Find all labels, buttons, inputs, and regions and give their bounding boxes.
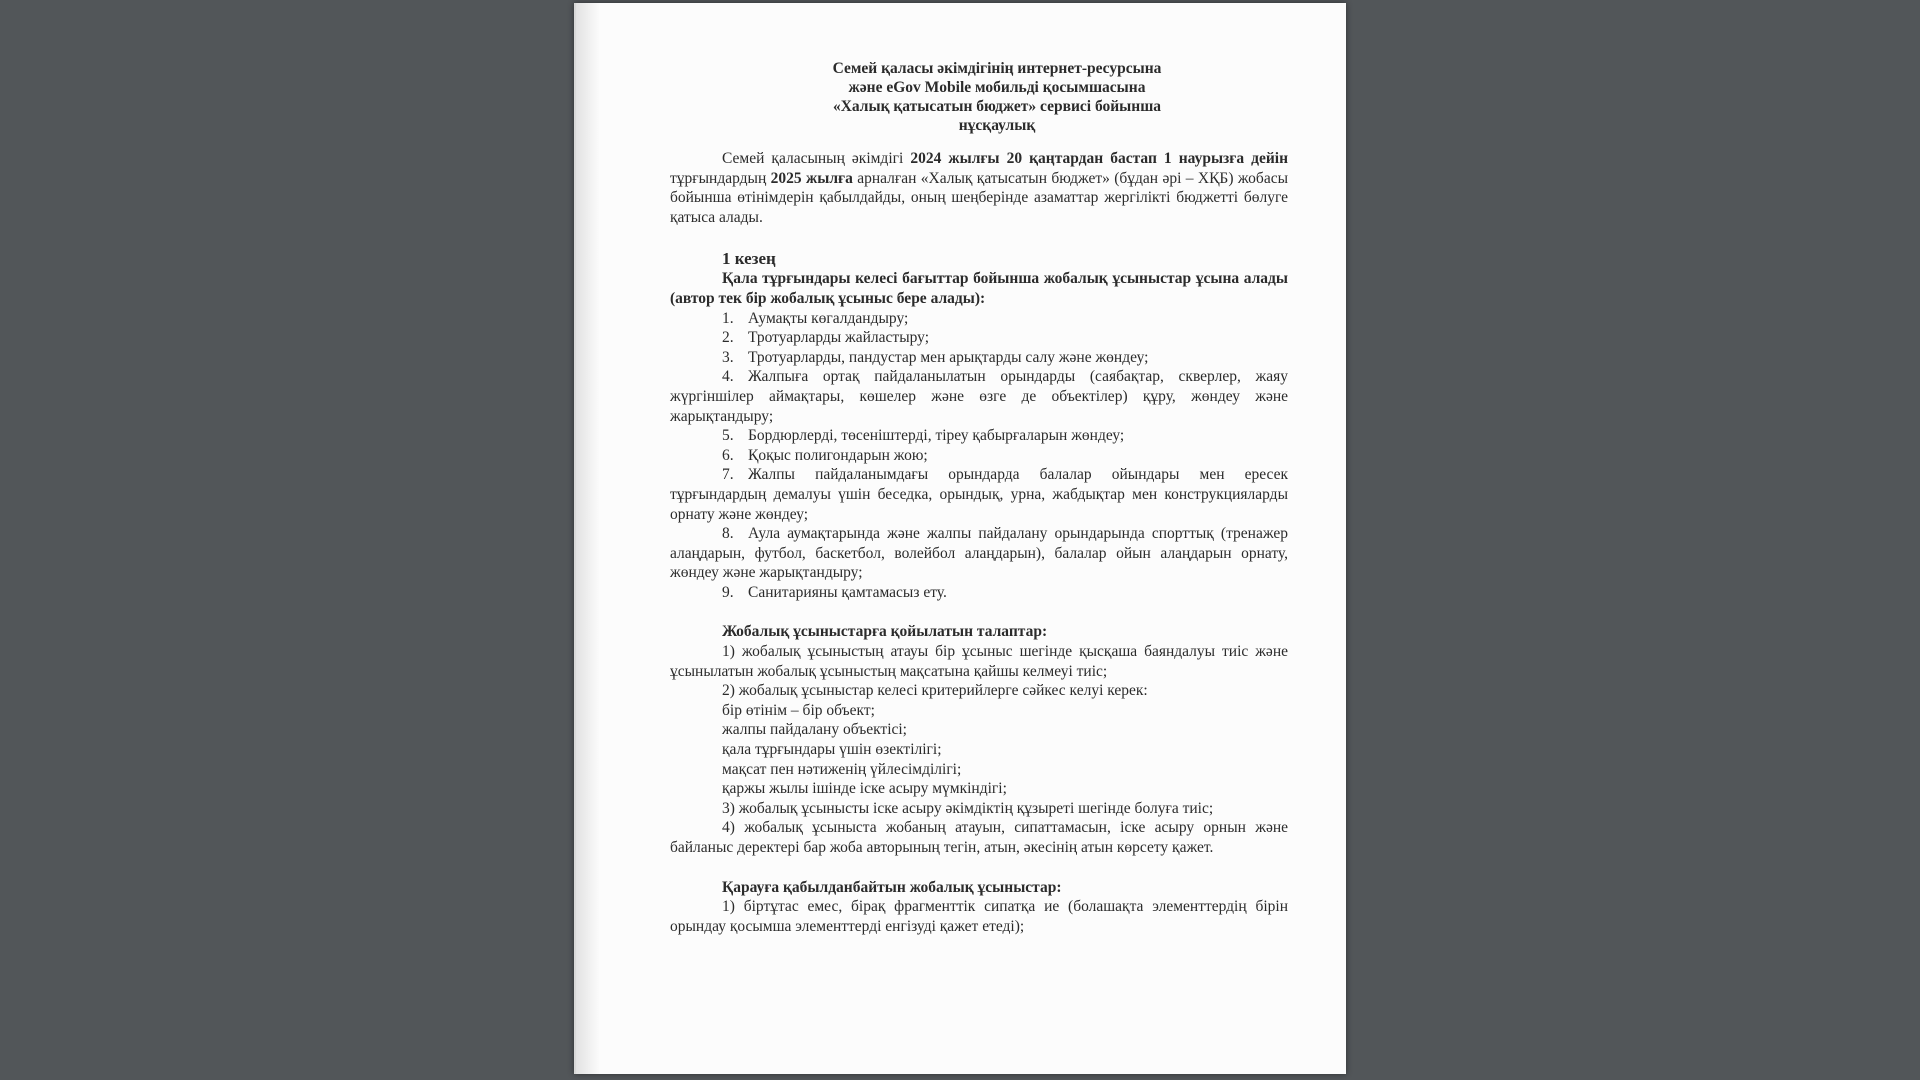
- criteria-item: қаржы жылы ішінде іске асыру мүмкіндігі;: [722, 780, 1007, 798]
- title-line: және eGov Mobile мобильді қосымшасына: [848, 79, 1146, 96]
- list-item: 9. Санитарияны қамтамасыз ету.: [722, 583, 947, 601]
- intro-text: тұрғындардың: [670, 169, 771, 187]
- list-item: 5. Бордюрлерді, төсеніштерді, тіреу қабырғаларын жөндеу;: [722, 427, 1125, 445]
- requirements-heading: Жобалық ұсыныстарға қойылатын талаптар:: [722, 623, 1048, 641]
- requirement-item: 4) жобалық ұсыныста жобаның атауын, сипаттамасын, іске асыру орнын және байланыс деректері бар жоба авторының тегін, атын, әкесінің атын көрсету қажет.: [670, 819, 1288, 856]
- requirement-item: 2) жобалық ұсыныстар келесі критерийлерге сәйкес келуі керек:: [722, 682, 1148, 700]
- list-item: 2. Тротуарларды жайластыру;: [722, 329, 930, 347]
- list-item: 6. Қоқыс полигондарын жою;: [722, 446, 928, 464]
- rejected-heading: Қарауға қабылданбайтын жобалық ұсыныстар:: [722, 878, 1062, 896]
- directions-list: [670, 309, 1288, 603]
- criteria-item: бір өтінім – бір объект;: [722, 701, 875, 719]
- title-line: Семей қаласы әкімдігінің интернет-ресурсына: [832, 60, 1162, 77]
- list-item: 8. Аула аумақтарында және жалпы пайдалану орындарында спорттық (тренажер алаңдарын, футбол, баскетбол, волейбол алаңдарын), балалар ойын алаңдарын орнату, жөндеу және жарықтандыру;: [670, 525, 1288, 582]
- document-title: [706, 59, 1288, 135]
- list-item: 7. Жалпы пайдаланымдағы орындарда балалар ойындары мен ересек тұрғындардың демалуы үшін беседка, орындық, урна, жабдықтар мен конструкцияларды орнату және жөндеу;: [670, 466, 1288, 523]
- intro-paragraph: [670, 149, 1288, 227]
- title-line: «Халық қатысатын бюджет» сервисі бойынша: [832, 98, 1162, 115]
- intro-text: Семей қаласының әкімдігі: [722, 150, 911, 167]
- document-page: [574, 3, 1346, 1074]
- stage-heading: 1 кезең: [722, 249, 776, 269]
- list-item: 3. Тротуарларды, пандустар мен арықтарды салу және жөндеу;: [722, 348, 1149, 366]
- intro-year: 2025 жылға: [770, 169, 853, 187]
- criteria-item: қала тұрғындары үшін өзектілігі;: [722, 741, 942, 759]
- requirement-item: 3) жобалық ұсынысты іске асыру әкімдіктің құзыреті шегінде болуға тиіс;: [722, 799, 1214, 817]
- title-line: нұсқаулық: [958, 117, 1036, 134]
- intro-dates: 2024 жылғы 20 қаңтардан бастап 1 наурызға дейін: [910, 150, 1288, 167]
- criteria-item: мақсат пен нәтиженің үйлесімділігі;: [722, 760, 962, 778]
- stage-subtitle: Қала тұрғындары келесі бағыттар бойынша жобалық ұсыныстар ұсына алады (автор тек бір жобалық ұсыныс бере алады):: [670, 270, 1288, 307]
- requirement-item: 1) жобалық ұсыныстың атауы бір ұсыныс шегінде қысқаша баяндалуы тиіс және ұсынылатын жобалық ұсыныстың мақсатына қайшы келмеуі тиіс;: [670, 643, 1288, 680]
- rejected-item: 1) біртұтас емес, бірақ фрагменттік сипатқа ие (болашақта элементтердің бірін орындау қосымша элементтерді енгізуді қажет етеді);: [670, 898, 1288, 935]
- list-item: 4. Жалпыға ортақ пайдаланылатын орындарды (саябақтар, скверлер, жаяу жүргіншілер аймақтары, көшелер және өзге де объектілер) құру, жөндеу және жарықтандыру;: [670, 368, 1288, 425]
- list-item: 1. Аумақты көгалдандыру;: [722, 309, 909, 327]
- intro-text: арналған «Халық қатысатын бюджет» (бұдан әрі – ХҚБ) жобасы бойынша өтінімдерін қабылдайды, оның шеңберінде азаматтар жергілікті бюджетті бөлуге қатыса алады.: [670, 169, 1288, 226]
- document-body: [670, 59, 1288, 936]
- criteria-item: жалпы пайдалану объектісі;: [722, 721, 907, 739]
